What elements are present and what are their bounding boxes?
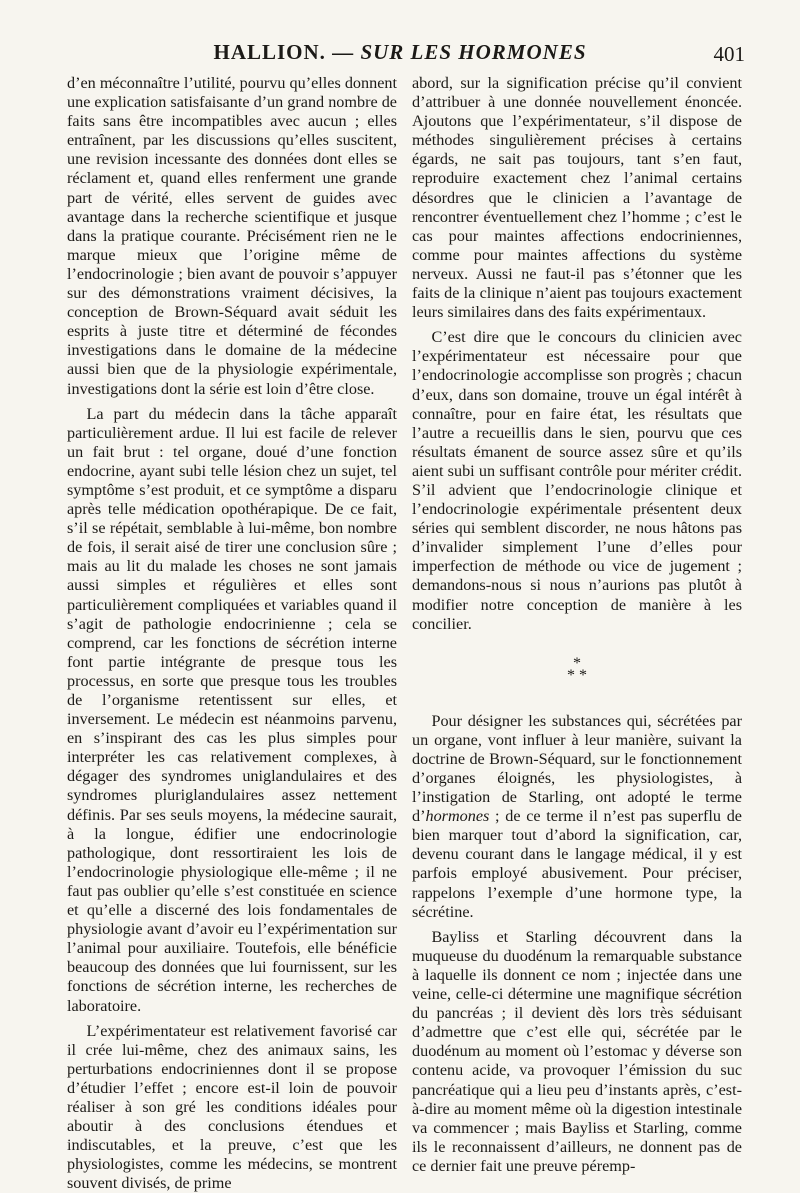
paragraph: d’en méconnaître l’utilité, pourvu qu’elles donnent une explication satisfaisante d’un grand nombre de faits sans être incompatibles avec aucun ; elles entraînent, par les discussions qu’elles suscitent, une revision incessante des données dont elles se réclament et, quand elles renferment une grande part de vérité, elles servent de guides avec avantage dans la recherche scientifique et jusque dans la pratique courante. Précisément rien ne le marque mieux que l’origine même de l’endocrinologie ; bien avant de pouvoir s’appuyer sur des démonstrations vraiment décisives, la conception de Brown-Séquard avait séduit les esprits à juste titre et déterminé de fécondes investigations dans le domaine de la médecine aussi bien que de la physiologie expérimentale, investigations dont la série est loin d’être close.	[67, 74, 397, 398]
paragraph	[412, 712, 742, 922]
title-author: HALLION. —	[213, 40, 361, 64]
right-column	[412, 74, 742, 1176]
paragraph-text: Pour désigner les substances qui, sécrétées par un organe, vont influer à leur manière, suivant la doctrine de Brown-Séquard, sur le fonctionnement d’organes éloignés, les physiologistes, à l’instigation de Starling, ont adopté le terme d’	[412, 711, 742, 826]
asterism-top: *	[573, 654, 581, 672]
paragraph: Bayliss et Starling découvrent dans la muqueuse du duodénum la remarquable substance à laquelle ils donnent ce nom ; injectée dans une veine, celle-ci détermine une magnifique sécrétion du pancréas ; il devient dès lors très séduisant d’admettre que c’est elle qui, sécrétée par le duodénum au moment où l’estomac y déverse son contenu acide, va provoquer l’émission du suc pancréatique qui a lieu peu d’instants après, c’est-à-dire au moment même où la digestion intestinale va commencer ; mais Bayliss et Starling, comme ils le reconnaissent d’ailleurs, ne donnent pas de ce dernier fait une preuve péremp-	[412, 927, 742, 1175]
running-header	[55, 40, 745, 72]
running-title	[55, 40, 745, 65]
paragraph: C’est dire que le concours du clinicien avec l’expérimentateur est nécessaire pour que l’endocrinologie accomplisse son progrès ; chacun d’eux, dans son domaine, trouve un égal intérêt à connaître, pour en faire état, les résultats que l’autre a recueillis dans le sien, pourvu que ces résultats émanent de source assez sûre et qu’ils aient subi un suffisant contrôle pour mériter crédit. S’il advient que l’endocrinologie clinique et l’endocrinologie expérimentale présentent deux séries qui semblent discorder, ne nous hâtons pas d’invalider simplement l’une d’elles pour imperfection de méthode ou vice de jugement ; demandons-nous si nous n’aurions pas plutôt à modifier notre conception de manière à les concilier.	[412, 328, 742, 633]
title-subject: SUR LES HORMONES	[360, 40, 587, 64]
paragraph: abord, sur la signification précise qu’il convient d’attribuer à une donnée nouvellement énoncée. Ajoutons que l’expérimentateur, s’il dispose de méthodes singulièrement précises à certains égards, ne sait pas toujours, tant s’en faut, reproduire exactement chez l’animal certains désordres que le clinicien a l’avantage de rencontrer éventuellement chez l’homme ; c’est le cas pour maintes affections endocriniennes, comme pour maintes affections du système nerveux. Aussi ne faut-il pas s’étonner que les faits de la clinique n’aient pas toujours exactement leurs similaires dans des faits expérimentaux.	[412, 74, 742, 322]
paragraph: L’expérimentateur est relativement favorisé car il crée lui-même, chez des animaux sains, les perturbations endocriniennes dont il se propose d’étudier l’effet ; encore est-il loin de pouvoir réaliser à son gré les conditions idéales pour aboutir à des conclusions étendues et indiscutables, et la preuve, c’est que les physiologistes, comme les médecins, se montrent souvent divisés, de prime	[67, 1021, 397, 1193]
paragraph-text: ; de ce terme il n’est pas superflu de bien marquer tout d’abord la signification, car, devenu courant dans le langage médical, il y est parfois employé abusivement. Pour préciser, rappelons l’exemple d’une hormone type, la sécrétine.	[412, 807, 742, 921]
paragraph: La part du médecin dans la tâche apparaît particulièrement ardue. Il lui est facile de relever un fait brut : tel organe, doué d’une fonction endocrine, ayant subi telle lésion chez un sujet, tel symptôme s’est produit, et ce symptôme a disparu après telle médication opothérapique. De ce fait, s’il se répétait, semblable à lui-même, bon nombre de fois, il serait aisé de tirer une conclusion sûre ; mais au lit du malade les choses ne sont jamais aussi simples et régulières et elles sont particulièrement compliquées et variables quand il s’agit de pathologie endocrinienne ; cela se comprend, car les fonctions de sécrétion interne font partie intégrante de presque tous les processus, en sorte que presque tous les troubles de l’organisme retentissent sur elles, et inversement. Le médecin est néanmoins parvenu, en s’inspirant des cas les plus simples pour interpréter les cas relativement complexes, à dégager des syndromes uniglandulaires et des syndromes pluriglandulaires assez nettement définis. Par ses seuls moyens, la médecine saurait, à la longue, édifier une endocrinologie pathologique, dont ressortiraient les lois de l’endocrinologie physiologique elle-même ; il ne faut pas oublier qu’elle s’est constituée en science et qu’elle a discerné des lois fondamentales de physiologie avant d’avoir eu l’expérimentation sur l’animal pour auxiliaire. Toutefois, elle bénéficie beaucoup des données que lui fournissent, sur les fonctions de sécrétion interne, les recherches de laboratoire.	[67, 404, 397, 1015]
asterism-bottom: * *	[567, 666, 587, 684]
left-column	[67, 74, 397, 1193]
page-number: 401	[713, 42, 745, 66]
term-hormones: hormones	[425, 807, 490, 826]
section-break-asterism	[412, 654, 742, 684]
